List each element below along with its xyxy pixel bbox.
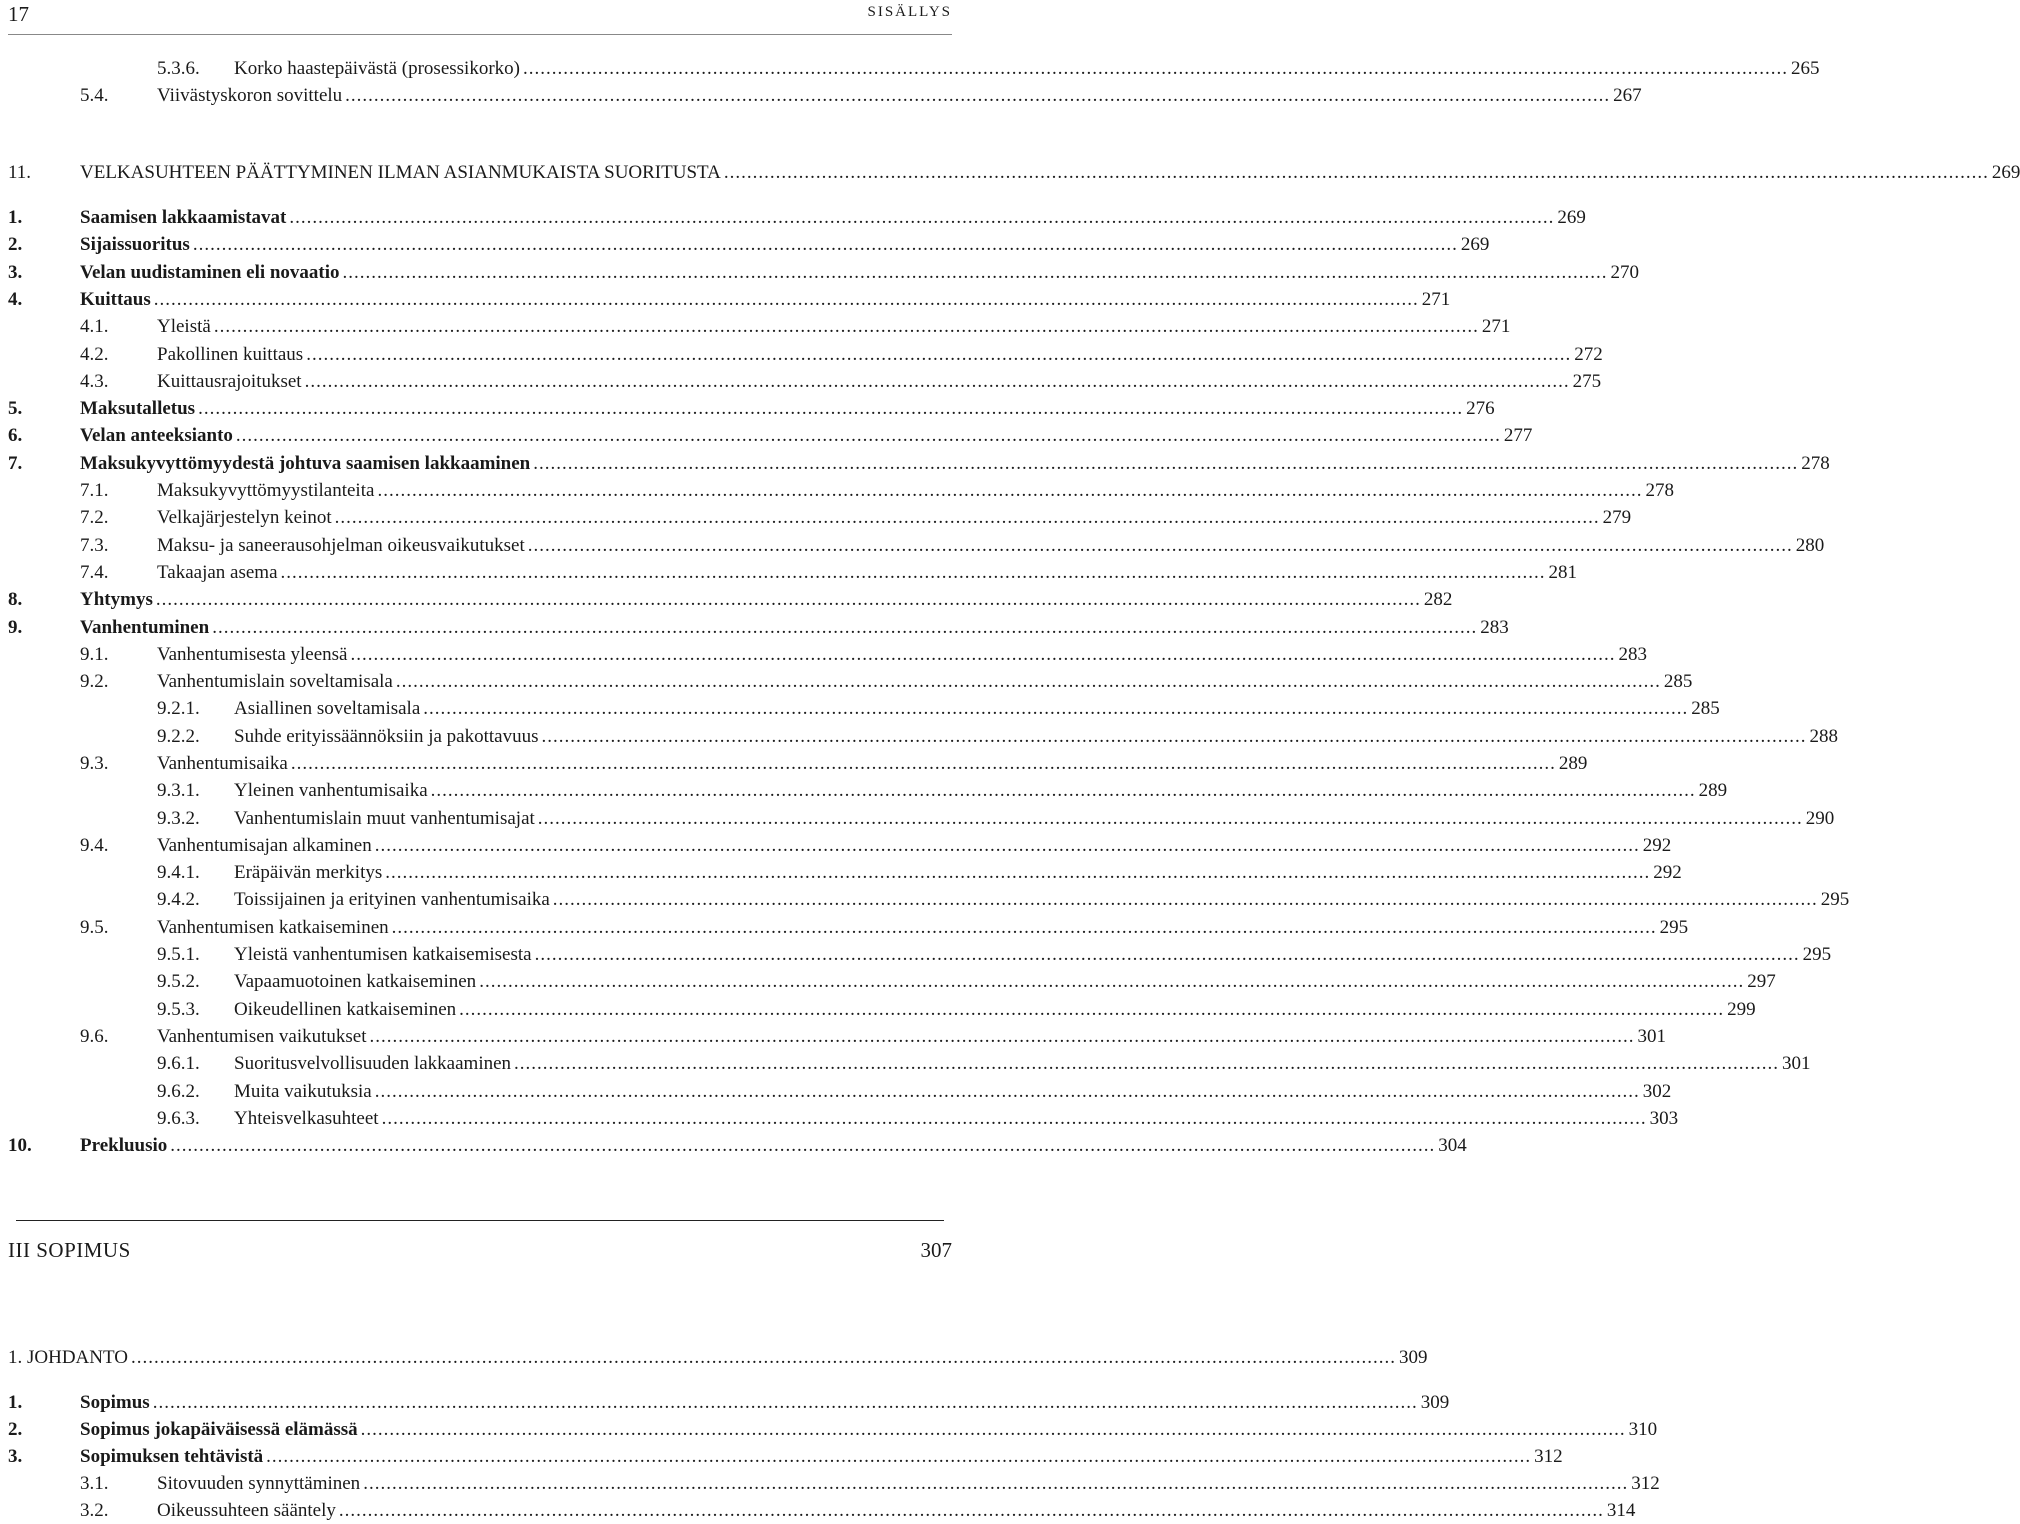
leader-dots: ............................................................................................................................................................................................................................ <box>522 58 1788 79</box>
toc-entry[interactable] <box>0 286 1451 313</box>
toc-entry-number: 9.2.2. <box>157 726 200 747</box>
toc-entry-title: Vapaamuotoinen katkaiseminen <box>234 971 477 992</box>
toc-entry-title: Sopimus <box>80 1392 150 1413</box>
leader-dots: ............................................................................................................................................................................................................................ <box>374 835 1640 856</box>
leader-dots: ............................................................................................................................................................................................................................ <box>385 862 1651 883</box>
toc-entry-title: Oikeudellinen katkaiseminen <box>234 999 457 1020</box>
toc-entry-title: Velkajärjestelyn keinot <box>157 507 332 528</box>
toc-entry[interactable] <box>0 641 1647 668</box>
leader-dots: ............................................................................................................................................................................................................................ <box>395 671 1661 692</box>
toc-entry-page: 280 <box>1795 535 1825 556</box>
toc-entry[interactable] <box>0 450 1830 477</box>
part-page: 307 <box>920 1238 952 1262</box>
toc-entry[interactable] <box>0 1050 1811 1077</box>
leader-dots: ............................................................................................................................................................................................................................ <box>363 1473 1629 1494</box>
leader-dots: ............................................................................................................................................................................................................................ <box>342 262 1608 283</box>
toc-entry-title: Yleistä vanhentumisen katkaisemisesta <box>234 944 532 965</box>
toc-entry-number: 8. <box>8 589 23 610</box>
toc-entry-title: Sopimuksen tehtävistä <box>80 1446 264 1467</box>
leader-dots: ............................................................................................................................................................................................................................ <box>552 889 1818 910</box>
toc-entry-number: 9.4.2. <box>157 889 200 910</box>
toc-entry-page: 314 <box>1606 1500 1636 1521</box>
toc-entry[interactable] <box>0 723 1838 750</box>
toc-entry-number: 9.4. <box>80 835 109 856</box>
toc-entry-page: 275 <box>1572 371 1602 392</box>
toc-entry-title: Pakollinen kuittaus <box>157 344 304 365</box>
toc-entry[interactable] <box>0 941 1832 968</box>
leader-dots: ............................................................................................................................................................................................................................ <box>345 85 1611 106</box>
toc-entry-number: 7.4. <box>80 562 109 583</box>
toc-entry-title: Vanhentumisen vaikutukset <box>157 1026 367 1047</box>
toc-entry[interactable] <box>0 477 1674 504</box>
toc-entry-title: JOHDANTO <box>27 1347 128 1368</box>
toc-entry-number: 1. <box>8 1392 23 1413</box>
toc-entry[interactable] <box>0 1416 1658 1443</box>
toc-entry-title: Yleinen vanhentumisaika <box>234 780 428 801</box>
toc-entry-page: 267 <box>1613 85 1642 106</box>
toc-entry-number: 9.3.2. <box>157 808 200 829</box>
toc-entry[interactable] <box>0 886 1850 913</box>
toc-entry-title: Sijaissuoritus <box>80 234 190 255</box>
toc-entry[interactable] <box>0 750 1588 777</box>
leader-dots: ............................................................................................................................................................................................................................ <box>192 234 1458 255</box>
toc-entry[interactable] <box>0 259 1640 286</box>
toc-entry-page: 269 <box>1557 207 1586 228</box>
toc-entry-number: 1. <box>8 1347 23 1368</box>
toc-entry-number: 1. <box>8 207 23 228</box>
toc-entry-number: 2. <box>8 1419 23 1440</box>
toc-entry-title: Maksu- ja saneerausohjelman oikeusvaikutukset <box>157 535 525 556</box>
toc-entry-page: 295 <box>1802 944 1832 965</box>
toc-entry-number: 9. <box>8 617 23 638</box>
toc-entry-page: 309 <box>1420 1392 1450 1413</box>
toc-entry-number: 9.2.1. <box>157 698 200 719</box>
leader-dots: ............................................................................................................................................................................................................................ <box>459 999 1725 1020</box>
leader-dots: ............................................................................................................................................................................................................................ <box>155 589 1421 610</box>
toc-entry-title: Maksukyvyttömyydestä johtuva saamisen lakkaaminen <box>80 453 531 474</box>
toc-entry-number: 5. <box>8 398 23 419</box>
toc-entry-page: 301 <box>1637 1026 1666 1047</box>
toc-entry-page: 271 <box>1421 289 1451 310</box>
toc-entry-number: 9.5.2. <box>157 971 200 992</box>
toc-entry-page: 278 <box>1645 480 1674 501</box>
toc-entry-page: 277 <box>1503 425 1533 446</box>
page-number: 17 <box>8 2 29 26</box>
toc-entry-number: 7. <box>8 453 23 474</box>
leader-dots: ............................................................................................................................................................................................................................ <box>541 726 1807 747</box>
toc-entry-page: 312 <box>1534 1446 1563 1467</box>
toc-entry-number: 11. <box>8 162 32 183</box>
toc-entry-number: 9.6.2. <box>157 1081 200 1102</box>
leader-dots: ............................................................................................................................................................................................................................ <box>350 644 1616 665</box>
toc-entry-page: 292 <box>1642 835 1672 856</box>
toc-entry[interactable] <box>0 159 2020 186</box>
toc-entry[interactable] <box>0 1470 1660 1497</box>
toc-entry[interactable] <box>0 313 1511 340</box>
toc-entry[interactable] <box>0 968 1776 995</box>
toc-entry-title: Velan uudistaminen eli novaatio <box>80 262 340 283</box>
leader-dots: ............................................................................................................................................................................................................................ <box>152 1392 1418 1413</box>
toc-chapter-entry[interactable] <box>0 1344 1428 1371</box>
leader-dots: ............................................................................................................................................................................................................................ <box>360 1419 1626 1440</box>
toc-entry-page: 269 <box>1460 234 1490 255</box>
toc-entry-page: 301 <box>1782 1053 1811 1074</box>
toc-entry-page: 270 <box>1610 262 1640 283</box>
toc-entry-page: 281 <box>1548 562 1578 583</box>
toc-entry-page: 290 <box>1805 808 1835 829</box>
toc-entry-page: 285 <box>1663 671 1693 692</box>
toc-entry-number: 9.6.3. <box>157 1108 200 1129</box>
toc-entry-number: 9.4.1. <box>157 862 200 883</box>
leader-dots: ............................................................................................................................................................................................................................ <box>235 425 1501 446</box>
toc-entry-title: Yhtymys <box>80 589 153 610</box>
part-heading <box>8 1220 952 1260</box>
leader-dots: ............................................................................................................................................................................................................................ <box>514 1053 1780 1074</box>
toc-entry-title: Vanhentumisajan alkaminen <box>157 835 372 856</box>
leader-dots: ............................................................................................................................................................................................................................ <box>153 289 1419 310</box>
toc-entry-number: 5.3.6. <box>157 58 200 79</box>
toc-entry[interactable] <box>0 1023 1666 1050</box>
toc-entry-title: Suhde erityissäännöksiin ja pakottavuus <box>234 726 539 747</box>
toc-entry-number: 4.1. <box>80 316 109 337</box>
toc-entry-title: Vanhentumislain muut vanhentumisajat <box>234 808 535 829</box>
leader-dots: ............................................................................................................................................................................................................................ <box>527 535 1793 556</box>
toc-entry-title: Vanhentuminen <box>80 617 210 638</box>
leader-dots: ............................................................................................................................................................................................................................ <box>537 808 1803 829</box>
toc-entry[interactable] <box>0 55 1820 82</box>
toc-entry-page: 279 <box>1602 507 1632 528</box>
toc-entry-title: Vanhentumisaika <box>157 753 288 774</box>
toc-entry-number: 7.1. <box>80 480 109 501</box>
toc-entry-page: 289 <box>1698 780 1728 801</box>
toc-entry-title: Takaajan asema <box>157 562 278 583</box>
toc-entry-page: 312 <box>1631 1473 1660 1494</box>
toc-entry[interactable] <box>0 832 1672 859</box>
toc-entry-number: 9.5. <box>80 917 109 938</box>
toc-entry-page: 276 <box>1466 398 1495 419</box>
leader-dots: ............................................................................................................................................................................................................................ <box>723 162 1989 183</box>
toc-entry-number: 3. <box>8 1446 23 1467</box>
toc-entry-title: Oikeussuhteen sääntely <box>157 1500 336 1521</box>
leader-dots: ............................................................................................................................................................................................................................ <box>170 1135 1436 1156</box>
toc-entry-page: 297 <box>1747 971 1776 992</box>
leader-dots: ............................................................................................................................................................................................................................ <box>369 1026 1635 1047</box>
toc-entry-title: Vanhentumislain soveltamisala <box>157 671 393 692</box>
page-header <box>0 0 960 40</box>
toc-entry[interactable] <box>0 1443 1563 1470</box>
leader-dots: ............................................................................................................................................................................................................................ <box>391 917 1657 938</box>
toc-entry[interactable] <box>0 695 1720 722</box>
toc-entry-page: 310 <box>1628 1419 1658 1440</box>
leader-dots: ............................................................................................................................................................................................................................ <box>213 316 1479 337</box>
leader-dots: ............................................................................................................................................................................................................................ <box>266 1446 1532 1467</box>
toc-entry[interactable] <box>0 996 1756 1023</box>
toc-entry[interactable] <box>0 859 1682 886</box>
toc-entry-page: 292 <box>1653 862 1682 883</box>
toc-entry-number: 2. <box>8 234 23 255</box>
part-title: III SOPIMUS <box>8 1238 131 1262</box>
toc-entry-page: 295 <box>1820 889 1850 910</box>
toc-entry-number: 7.2. <box>80 507 109 528</box>
toc-entry[interactable] <box>0 341 1603 368</box>
toc-entry-number: 3. <box>8 262 23 283</box>
toc-entry[interactable] <box>0 914 1689 941</box>
toc-entry-page: 283 <box>1480 617 1509 638</box>
toc-entry[interactable] <box>0 559 1578 586</box>
toc-entry-title: Korko haastepäivästä (prosessikorko) <box>234 58 520 79</box>
toc-entry[interactable] <box>0 777 1728 804</box>
toc-entry-number: 9.3.1. <box>157 780 200 801</box>
toc-entry-title: Maksutalletus <box>80 398 196 419</box>
toc-entry[interactable] <box>0 805 1835 832</box>
toc-entry[interactable] <box>0 368 1602 395</box>
toc-entry-page: 299 <box>1727 999 1756 1020</box>
running-head: SISÄLLYS <box>867 4 952 20</box>
toc-entry-number: 9.1. <box>80 644 109 665</box>
toc-entry-title: Maksukyvyttömyystilanteita <box>157 480 375 501</box>
toc-entry-number: 5.4. <box>80 85 109 106</box>
toc-entry-title: Velan anteeksianto <box>80 425 233 446</box>
toc-entry[interactable] <box>0 395 1495 422</box>
toc-entry-page: 271 <box>1481 316 1511 337</box>
toc-entry-page: 278 <box>1801 453 1830 474</box>
toc-entry-title: Toissijainen ja erityinen vanhentumisaika <box>234 889 550 910</box>
toc-entry[interactable] <box>0 1497 1636 1524</box>
toc-entry-title: Muita vaikutuksia <box>234 1081 372 1102</box>
toc-entry-title: Eräpäivän merkitys <box>234 862 383 883</box>
toc-entry-number: 4.3. <box>80 371 109 392</box>
toc-entry-title: Prekluusio <box>80 1135 168 1156</box>
toc-entry-title: Kuittausrajoitukset <box>157 371 302 392</box>
toc-entry-page: 303 <box>1649 1108 1679 1129</box>
toc-entry-title: Kuittaus <box>80 289 151 310</box>
toc-entry-number: 4. <box>8 289 23 310</box>
part-rule <box>16 1220 944 1221</box>
toc-entry-title: Sitovuuden synnyttäminen <box>157 1473 361 1494</box>
leader-dots: ............................................................................................................................................................................................................................ <box>338 1500 1604 1521</box>
toc-entry-title: Sopimus jokapäiväisessä elämässä <box>80 1419 358 1440</box>
toc-entry[interactable] <box>0 231 1490 258</box>
leader-dots: ............................................................................................................................................................................................................................ <box>423 698 1689 719</box>
toc-entry-number: 3.1. <box>80 1473 109 1494</box>
toc-entry-page: 309 <box>1398 1347 1428 1368</box>
toc-entry[interactable] <box>0 586 1453 613</box>
toc-entry[interactable] <box>0 1389 1450 1416</box>
toc-entry[interactable] <box>0 1105 1679 1132</box>
toc-entry[interactable] <box>0 422 1533 449</box>
leader-dots: ............................................................................................................................................................................................................................ <box>304 371 1570 392</box>
toc-entry-page: 289 <box>1558 753 1588 774</box>
leader-dots: ............................................................................................................................................................................................................................ <box>280 562 1546 583</box>
leader-dots: ............................................................................................................................................................................................................................ <box>533 453 1799 474</box>
leader-dots: ............................................................................................................................................................................................................................ <box>377 480 1643 501</box>
toc-entry-title: Yhteisvelkasuhteet <box>234 1108 379 1129</box>
toc-entry-title: Vanhentumisen katkaiseminen <box>157 917 389 938</box>
toc-entry-number: 9.3. <box>80 753 109 774</box>
toc-entry-title: VELKASUHTEEN PÄÄTTYMINEN ILMAN ASIANMUKAISTA SUORITUSTA <box>80 162 721 183</box>
toc-entry[interactable] <box>0 532 1825 559</box>
toc-entry-number: 7.3. <box>80 535 109 556</box>
leader-dots: ............................................................................................................................................................................................................................ <box>198 398 1464 419</box>
toc-entry-page: 304 <box>1438 1135 1467 1156</box>
toc-entry-page: 282 <box>1423 589 1453 610</box>
leader-dots: ............................................................................................................................................................................................................................ <box>430 780 1696 801</box>
toc-entry[interactable] <box>0 668 1693 695</box>
leader-dots: ............................................................................................................................................................................................................................ <box>130 1347 1396 1368</box>
toc-entry-number: 9.6.1. <box>157 1053 200 1074</box>
leader-dots: ............................................................................................................................................................................................................................ <box>534 944 1800 965</box>
toc-entry[interactable] <box>0 504 1632 531</box>
toc-entry-page: 269 <box>1991 162 2020 183</box>
leader-dots: ............................................................................................................................................................................................................................ <box>290 753 1556 774</box>
toc-entry-number: 10. <box>8 1135 32 1156</box>
header-rule <box>8 34 952 35</box>
toc-entry-number: 9.5.1. <box>157 944 200 965</box>
toc-entry[interactable] <box>0 614 1509 641</box>
toc-entry-title: Saamisen lakkaamistavat <box>80 207 287 228</box>
leader-dots: ............................................................................................................................................................................................................................ <box>381 1108 1647 1129</box>
leader-dots: ............................................................................................................................................................................................................................ <box>306 344 1572 365</box>
toc-entry-number: 4.2. <box>80 344 109 365</box>
toc-entry-page: 302 <box>1642 1081 1672 1102</box>
toc-entry[interactable] <box>0 1078 1672 1105</box>
leader-dots: ............................................................................................................................................................................................................................ <box>479 971 1745 992</box>
toc-entry-title: Suoritusvelvollisuuden lakkaaminen <box>234 1053 512 1074</box>
toc-entry-page: 272 <box>1574 344 1603 365</box>
toc-entry-number: 9.5.3. <box>157 999 200 1020</box>
toc-entry-title: Vanhentumisesta yleensä <box>157 644 348 665</box>
toc-entry-page: 285 <box>1691 698 1720 719</box>
toc-entry-number: 3.2. <box>80 1500 109 1521</box>
toc-entry-page: 265 <box>1790 58 1820 79</box>
toc-entry-title: Viivästyskoron sovittelu <box>157 85 343 106</box>
toc-entry-page: 295 <box>1659 917 1689 938</box>
toc-entry-page: 288 <box>1809 726 1838 747</box>
toc-entry[interactable] <box>0 1132 1467 1159</box>
leader-dots: ............................................................................................................................................................................................................................ <box>374 1081 1640 1102</box>
toc-entry[interactable] <box>0 82 1642 109</box>
toc-entry-number: 9.6. <box>80 1026 109 1047</box>
leader-dots: ............................................................................................................................................................................................................................ <box>212 617 1478 638</box>
toc-entry[interactable] <box>0 204 1586 231</box>
leader-dots: ............................................................................................................................................................................................................................ <box>289 207 1555 228</box>
toc-entry-number: 9.2. <box>80 671 109 692</box>
toc-entry-page: 283 <box>1618 644 1647 665</box>
toc-entry-title: Yleistä <box>157 316 211 337</box>
leader-dots: ............................................................................................................................................................................................................................ <box>334 507 1600 528</box>
toc-entry-number: 6. <box>8 425 23 446</box>
toc-entry-title: Asiallinen soveltamisala <box>234 698 421 719</box>
